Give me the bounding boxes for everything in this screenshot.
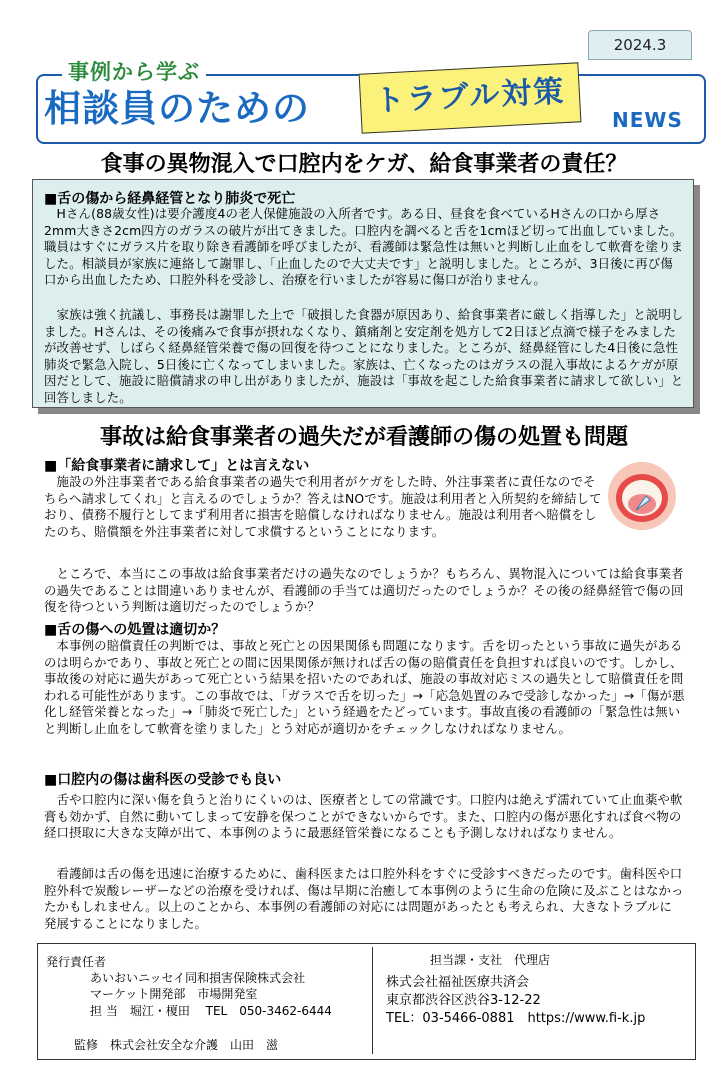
header-title: 相談員のための	[44, 87, 310, 130]
footer-divider	[372, 947, 373, 1054]
news-label: NEWS	[612, 108, 683, 132]
footer-company: あいおいニッセイ同和損害保険株式会社	[90, 971, 306, 985]
open-mouth-icon	[606, 460, 678, 532]
footer-agent-label: 担当課・支社 代理店	[430, 953, 551, 967]
footer-agent-address: 東京都渋谷区渋谷3-12-22	[386, 993, 541, 1008]
header-badge: トラブル対策	[359, 62, 582, 133]
section-title: 事故は給食事業者の過失だが看護師の傷の処置も問題	[99, 425, 628, 450]
claim-paragraph-1: 施設の外注事業者である給食事業者の過失で利用者がケガをした時、外注事業者に責任なのでそちらへ請求してくれ」と言えるのでしょうか？答えはNOです。施設は利用者と入所契約を締結しており、債務不履行としてまず利用者に損害を賠償しなければなりません。施設は利用者へ賠償をしたのち、賠償額を外注事業者に対して求償するということになります。	[44, 474, 602, 539]
footer-contact: 担 当 堀江・榎田 TEL 050-3462-6444	[90, 1004, 332, 1018]
footer-agent-contact: TEL：03-5466-0881 https://www.fi-k.jp	[386, 1011, 646, 1026]
case-paragraph-2: 家族は強く抗議し、事務長は謝罪した上で「破損した食器が原因あり、給食事業者に厳しく指導した」と説明しました。Hさんは、その後痛みで食事が摂れなくなり、鎮痛剤と安定剤を処方して2日ほど点滴で様子をみましたが改善せず、しばらく経鼻経管栄養で傷の回復を待つことになりました。ところが、経鼻経管にした4日後に急性肺炎で緊急入院し、5日後に亡くなってしまいました。家族は、亡くなったのはガラスの混入事故によるケガが原因だとして、施設に賠償請求の申し出がありましたが、施設は「事故を起こした給食事業者に請求して欲しい」と回答しました。	[44, 307, 684, 405]
case-heading: ■舌の傷から経鼻経管となり肺炎で死亡	[44, 191, 296, 207]
footer-supervisor: 監修 株式会社安全な介護 山田 滋	[74, 1038, 279, 1052]
page-headline: 食事の異物混入で口腔内をケガ、給食事業者の責任？	[100, 152, 628, 177]
footer-agent-name: 株式会社福祉医療共済会	[386, 975, 530, 990]
case-paragraph-1: Hさん(88歳女性)は要介護度4の老人保健施設の入所者です。ある日、昼食を食べているHさんの口から厚さ2mm大きさ2cm四方のガラスの破片が出てきました。口腔内を調べると舌を1cmほど切って出血していました。職員はすぐにガラス片を取り除き看護師を呼びましたが、看護師は緊急性は無いと判断し止血をして軟膏を塗りました。相談員が家族に連絡して謝罪し、「止血したので大丈夫です」と説明しました。ところが、3日後に再び傷口から出血したため、口腔外科を受診し、治療を行いましたが容易に傷口が治りません。	[44, 206, 684, 287]
dental-paragraph-1: 舌や口腔内に深い傷を負うと治りにくいのは、医療者としての常識です。口腔内は絶えず濡れていて止血薬や軟膏も効かず、自然に動いてしまって安静を保つことができないからです。また、口腔内の傷が悪化すれば食べ物の経口摂取に大きな支障が出て、本事例のように最悪経管栄養になることも予測しなければなりません。	[44, 792, 683, 840]
header-subtitle: 事例から学ぶ	[62, 56, 206, 86]
care-heading: ■舌の傷への処置は適切か？	[44, 622, 226, 638]
footer-publisher-label: 発行責任者	[46, 955, 107, 969]
dental-paragraph-2: 看護師は舌の傷を迅速に治療するために、歯科医または口腔外科をすぐに受診すべきだったのです。歯科医や口腔外科で炭酸レーザーなどの治療を受ければ、傷は早期に治癒して本事例のように生命の危険に及ぶことはなかったかもしれません。以上のことから、本事例の看護師の対応には問題があったとも考えられ、大きなトラブルに発展することになりました。	[44, 866, 684, 931]
dental-heading: ■口腔内の傷は歯科医の受診でも良い	[44, 772, 282, 788]
footer-department: マーケット開発部 市場開発室	[90, 987, 258, 1001]
care-paragraph: 本事例の賠償責任の判断では、事故と死亡との因果関係も問題になります。舌を切ったという事故に過失があるのは明らかであり、事故と死亡との間に因果関係が無ければ舌の傷の賠償責任を負担すれば良いのです。しかし、事故後の対応に過失があって死亡という結果を招いたのであれば、施設の事故対応ミスの過失として賠償責任を問われる可能性があります。この事故では、「ガラスで舌を切った」→「応急処置のみで受診しなかった」→「傷が悪化し経管栄養となった」→「肺炎で死亡した」という経過をたどっています。事故直後の看護師の「緊急性は無いと判断し止血をして軟膏を塗りました」とう対応が適切かをチェックしなければなりません。	[44, 638, 685, 736]
claim-heading: ■「給食事業者に請求して」とは言えない	[44, 458, 310, 474]
claim-paragraph-2: ところで、本当にこの事故は給食事業者だけの過失なのでしょうか？もちろん、異物混入については給食事業者の過失であることは間違いありませんが、看護師の手当ては適切だったのでしょうか？その後の経鼻経管で傷の回復を待つという判断は適切だったのでしょうか？	[44, 566, 684, 614]
date-tab: 2024.3	[588, 30, 692, 60]
